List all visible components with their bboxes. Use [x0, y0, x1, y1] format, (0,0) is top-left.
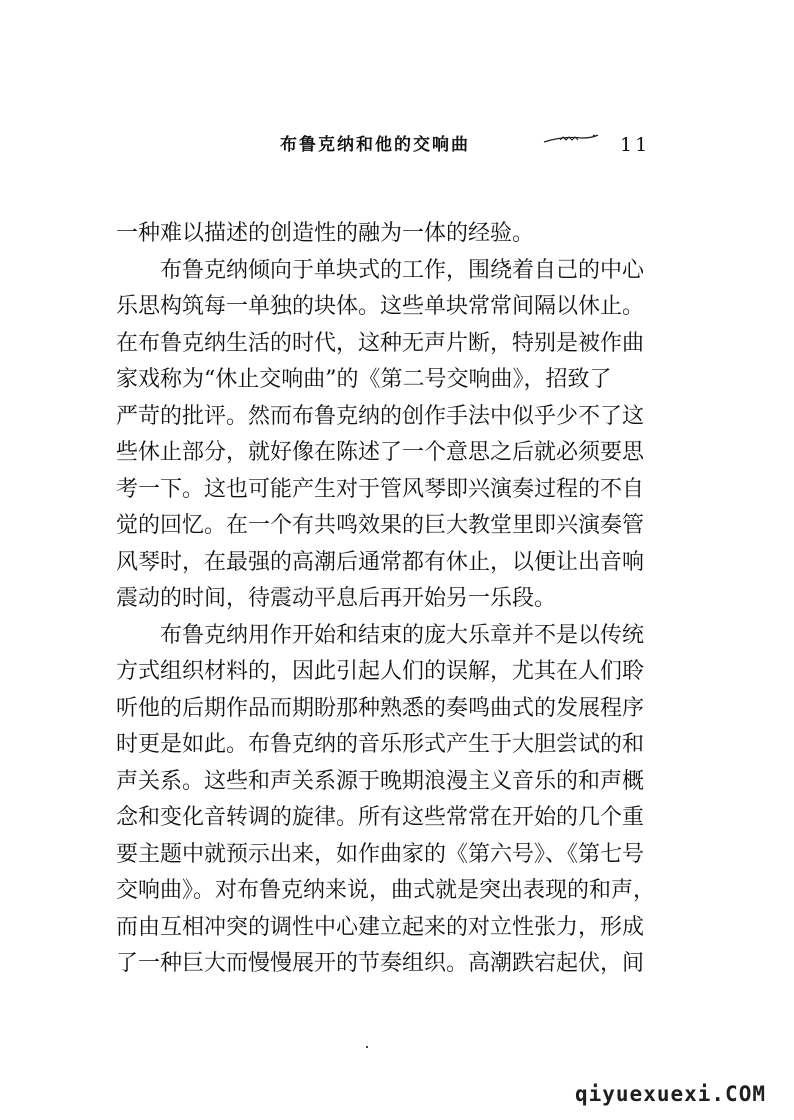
ornament-icon — [542, 132, 600, 146]
text-line: 时更是如此。布鲁克纳的音乐形式产生于大胆尝试的和 — [116, 732, 645, 757]
text-line: 严苛的批评。然而布鲁克纳的创作手法中似乎少不了这 — [116, 403, 645, 429]
scan-speck — [366, 1046, 368, 1048]
text-line: 要主题中就预示出来，如作曲家的《第六号》、《第七号 — [116, 841, 645, 867]
text-line: 乐思构筑每一单独的块体。这些单块常常间隔以休止。 — [116, 294, 645, 319]
text-line: 听他的后期作品而期盼那种熟悉的奏鸣曲式的发展程序 — [116, 695, 645, 721]
text-line: 震动的时间，待震动平息后再开始另一乐段。 — [116, 586, 557, 611]
text-line: 家戏称为“休止交响曲”的《第二号交响曲》，招致了 — [116, 367, 612, 392]
text-line: 了一种巨大而慢慢展开的节奏组织。高潮跌宕起伏，间 — [116, 951, 645, 976]
page-header — [280, 128, 660, 158]
text-line: 声关系。这些和声关系源于晚期浪漫主义音乐的和声概 — [116, 768, 645, 794]
running-title: 布鲁克纳和他的交响曲 — [280, 135, 470, 155]
text-line: 念和变化音转调的旋律。所有这些常常在开始的几个重 — [116, 805, 645, 830]
text-line: 些休止部分，就好像在陈述了一个意思之后就必须要思 — [116, 440, 645, 465]
body-text — [116, 216, 661, 983]
text-line: 觉的回忆。在一个有共鸣效果的巨大教堂里即兴演奏管 — [116, 513, 645, 538]
text-line: 一种难以描述的创造性的融为一体的经验。 — [116, 221, 535, 246]
text-line: 风琴时，在最强的高潮后通常都有休止，以便让出音响 — [116, 549, 645, 575]
text-line: 布鲁克纳用作开始和结束的庞大乐章并不是以传统 — [160, 622, 645, 648]
text-line: 交响曲》。对布鲁克纳来说，曲式就是突出表现的和声， — [116, 878, 656, 903]
page-number: 11 — [620, 134, 651, 156]
watermark: qiyuexuexi.COM — [574, 1082, 766, 1106]
text-line: 在布鲁克纳生活的时代，这种无声片断，特别是被作曲 — [116, 330, 645, 356]
text-line: 而由互相冲突的调性中心建立起来的对立性张力，形成 — [116, 914, 645, 940]
text-line: 考一下。这也可能产生对于管风琴即兴演奏过程的不自 — [116, 476, 645, 502]
text-line: 布鲁克纳倾向于单块式的工作，围绕着自己的中心 — [160, 257, 645, 283]
text-line: 方式组织材料的，因此引起人们的误解，尤其在人们聆 — [116, 659, 645, 684]
